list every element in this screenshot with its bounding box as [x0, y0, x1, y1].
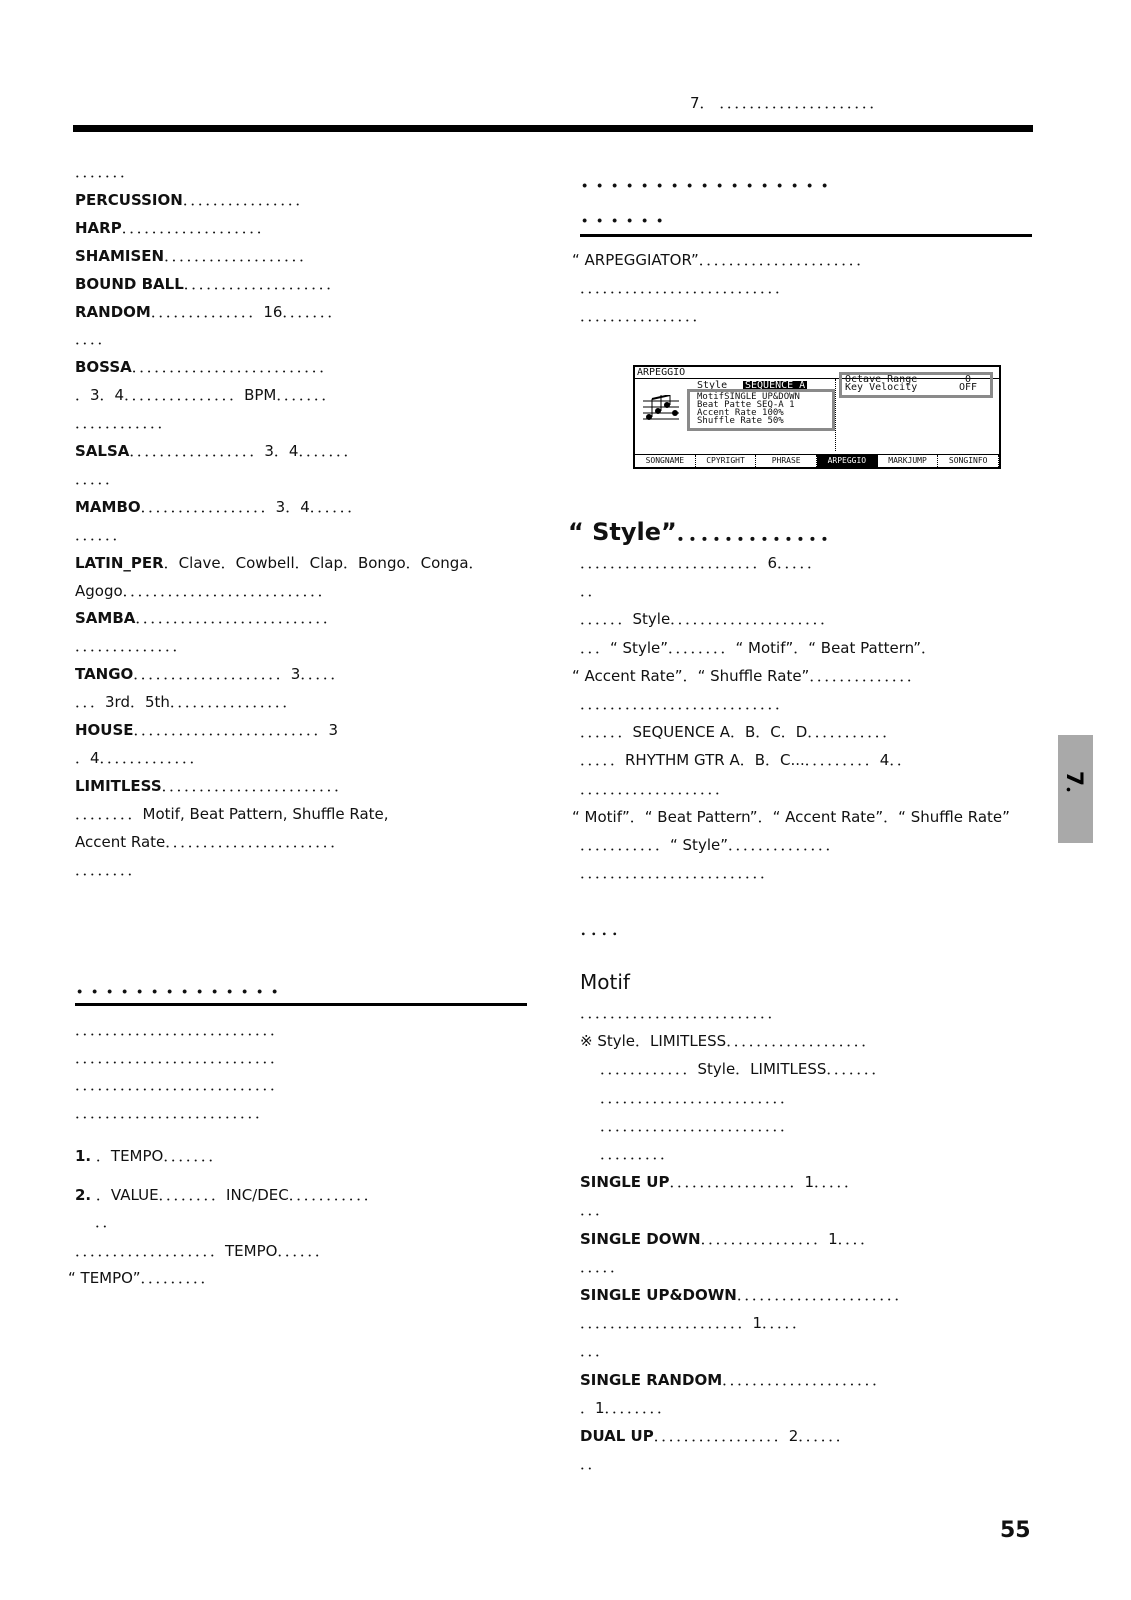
text-line	[75, 274, 341, 294]
text-line	[75, 692, 297, 712]
line-text: “ Motif”．“ Beat Pattern”．“ Accent Rate”．“ Shuffle Rate”	[572, 807, 1010, 826]
line-text: ．Clave．Cowbell．Clap．Bongo．Conga．	[163, 553, 484, 572]
text-line	[580, 779, 730, 799]
text-line	[75, 636, 188, 656]
text-line	[580, 863, 775, 883]
lcd-tab-songname: SONGNAME	[635, 455, 696, 467]
line-text: ．．．．．．．．．．．．．．．．．．．．．．．．6．．．．．	[580, 554, 823, 572]
text-line	[580, 1285, 909, 1305]
text-line	[580, 1229, 875, 1249]
line-text: ※ Style．LIMITLESS．．．．．．．．．．．．．．．．．．．	[580, 1032, 877, 1051]
text-line	[600, 1144, 675, 1164]
right-section-rule	[580, 234, 1032, 237]
text-line	[580, 1341, 610, 1361]
line-text: ．．．．．．．．．．．．．．．．	[182, 190, 311, 209]
term-label: SALSA	[75, 442, 130, 460]
step-2-cont: ．．	[95, 1213, 118, 1231]
text-line	[75, 357, 334, 377]
text-line	[580, 1172, 859, 1192]
line-text: ．．．．．．．．．．．．．．．．．．．．．．．．．	[600, 1088, 796, 1107]
text-line	[572, 807, 1010, 827]
line-text: ．．．．．．．．．．．．．．．．．．．	[580, 779, 731, 798]
line-text: ．．．．．．．	[75, 163, 136, 181]
lcd-keyvel-value: OFF	[959, 382, 978, 393]
chapter-number: 7．	[690, 94, 715, 112]
text-line	[600, 1088, 795, 1108]
term-label: TANGO	[75, 665, 134, 684]
line-text: ．．．．．．．．．．．．．．．．．．．．	[183, 274, 342, 293]
step-text: ．TEMPO．．．．．．．	[95, 1147, 224, 1165]
right-section-title-2: ．．．．．．	[580, 195, 685, 230]
paragraph-line: ．．．．．．．．．．．．．．．．．．．．．．．．．．．	[75, 1076, 286, 1094]
text-line	[75, 190, 310, 210]
text-line	[580, 1200, 610, 1220]
line-text: ．．．．	[75, 330, 113, 349]
text-line	[75, 525, 128, 545]
term-label: MAMBO	[75, 497, 141, 516]
line-text: ．．．．．．．．．．．“ Style”．．．．．．．．．．．．．．	[580, 836, 841, 854]
line-text: ．．．．．	[580, 1257, 626, 1276]
line-text: ．．．．．．．．．．．．．．16．．．．．．．	[150, 302, 343, 321]
line-text: ．4．．．．．．．．．．．．．	[75, 748, 205, 767]
paragraph-line: ．．．．．．．．．．．．．．．．．．．．．．．．．．．	[75, 1021, 286, 1039]
lcd-tab-arpeggio: ARPEGGIO	[817, 455, 878, 467]
text-line	[75, 497, 362, 517]
line-text: ．．．．．．．．．．．．．．．．．．．．．．．．．	[580, 864, 776, 883]
arpeggio-notes-icon	[641, 395, 681, 427]
text-line	[75, 553, 484, 573]
line-text: ．．．．．．．．．．．．．．．．．．．	[121, 218, 272, 237]
line-text: ．．．．．．．．	[75, 860, 143, 879]
term-label: SINGLE RANDOM	[580, 1370, 723, 1389]
text-line	[580, 553, 822, 573]
line-text: ．．．．．．	[75, 525, 128, 544]
text-line	[580, 1398, 672, 1418]
text-line	[75, 162, 135, 182]
lcd-style-value: SEQUENCE A	[745, 380, 806, 391]
line-text: ．．．．．．．．．．．．．．．．．．．．．．．．．．	[135, 609, 338, 628]
lcd-tab-row	[635, 454, 999, 467]
lcd-shuffle: Shuffle Rate 50%	[697, 416, 784, 426]
text-line	[75, 469, 120, 489]
term-label: BOUND BALL	[75, 274, 184, 293]
left-section-rule	[75, 1003, 527, 1006]
line-text: ．1．．．．．．．．	[580, 1398, 673, 1417]
lcd-keyvel-label: Key Velocity	[845, 382, 918, 393]
term-label: LIMITLESS	[75, 776, 162, 795]
line-text: ．．．3rd．5th．．．．．．．．．．．．．．．．	[75, 693, 298, 712]
term-label: SHAMISEN	[75, 246, 165, 265]
text-line	[75, 441, 358, 461]
lcd-tab-cpyright: CPYRIGHT	[696, 455, 757, 467]
lcd-tab-songinfo: SONGINFO	[938, 455, 999, 467]
motif-heading: Motif	[580, 970, 630, 994]
text-line	[580, 694, 790, 714]
term-label: RANDOM	[75, 302, 151, 321]
text-line	[580, 835, 841, 855]
step-text: ．VALUE．．．．．．．．INC/DEC．．．．．．．．．．．	[95, 1186, 379, 1204]
paragraph-line: ．．．．．．．．．．．．．．．．．．．．．．．．．	[75, 1103, 271, 1122]
chapter-side-tab-label: 7．	[1061, 770, 1086, 808]
lcd-style-label: Style	[697, 380, 728, 391]
lcd-tab-markjump: MARKJUMP	[878, 455, 939, 467]
line-text: ．．．．．．．．．．．．．．．．．．．．3．．．．．	[133, 665, 346, 684]
text-line	[75, 832, 345, 852]
lcd-octave-value: 0	[965, 374, 972, 385]
line-text: ．．．．．．．．．．．．．．．．．．．．．．．．．	[600, 1116, 796, 1135]
text-line	[580, 1031, 876, 1051]
page-number: 55	[1000, 1518, 1031, 1543]
line-text: ．．．．．．．．．．．．．．．．．．．．．．1．．．．．	[580, 1314, 808, 1333]
line-text: ．．．．．．．．．．．．．．．．．．．．．．．．	[161, 776, 350, 795]
line-text: ．．．．．．．．．．．．．．．．．．．．．．	[736, 1286, 910, 1304]
line-text: ．．．．．．．．．．．．．．．．1．．．．	[700, 1229, 876, 1248]
line-text: ．．．	[580, 1342, 611, 1361]
right-intro-1: “ ARPEGGIATOR”．．．．．．．．．．．．．．．．．．．．．．	[572, 251, 872, 269]
lcd-beat: Beat Patte SEQ-A 1	[697, 400, 795, 410]
line-text: ．．．．．．．．．．．．．．．．．3．4．．．．．．．	[129, 442, 359, 460]
text-line	[580, 1454, 603, 1474]
text-line	[75, 329, 113, 349]
line-text: ．．．．．．．．．．．．．．．．．．．．．．．．．．	[131, 358, 335, 377]
paragraph-line: ．．．．．．．．．．．．．．．．．．．．．．．．．．．	[75, 1048, 286, 1067]
text-line	[580, 1313, 807, 1333]
line-text: ．．．．．．Style．．．．．．．．．．．．．．．．．．．．．	[580, 610, 836, 629]
settings-heading: ．．．．	[580, 916, 633, 940]
term-label: HOUSE	[75, 721, 134, 739]
lcd-accent: Accent Rate 100%	[697, 408, 784, 418]
right-section-title-1: ．．．．．．．．．．．．．．．．．	[580, 160, 850, 195]
step-number: 1.	[75, 1147, 92, 1165]
line-text: ．．．“ Style”．．．．．．．．“ Motif”．“ Beat Pattern”．	[580, 638, 937, 657]
lcd-vertical-divider	[835, 379, 836, 451]
term-label: SAMBA	[75, 609, 136, 628]
arpeggio-lcd-screen	[633, 365, 1001, 469]
chapter-side-tab	[1058, 735, 1093, 843]
line-text: ．．．．．．SEQUENCE A．B．C．D．．．．．．．．．．．	[580, 723, 898, 742]
text-line	[600, 1116, 795, 1136]
line-text: ．．．．．．．．．．．．．．．．．．．．．．．．．3	[133, 721, 339, 739]
style-heading: “ Style”．．．．．．．．．．．．．	[568, 518, 845, 546]
line-text: Accent Rate．．．．．．．．．．．．．．．．．．．．．．．	[75, 832, 346, 851]
text-line	[75, 860, 143, 880]
line-text: “ Accent Rate”．“ Shuffle Rate”．．．．．．．．．．．．．．	[572, 666, 922, 685]
line-text: ．．．．．．．．Motif, Beat Pattern, Shuffle Rate,	[75, 804, 389, 823]
text-line	[75, 720, 338, 740]
step-1	[75, 1146, 223, 1166]
left-note-line-1: ．．．．．．．．．．．．．．．．．．．TEMPO．．．．．．	[75, 1242, 330, 1260]
text-line	[600, 1059, 886, 1079]
chapter-title-dots: ．．．．．．．．．．．．．．．．．．．．．	[719, 94, 885, 112]
line-text: ．．．．．．．．．．．．．．．．．1．．．．．	[669, 1173, 859, 1192]
lcd-motif: MotifSINGLE UP&DOWN	[697, 392, 800, 402]
text-line	[75, 246, 314, 266]
text-line	[580, 1370, 887, 1390]
text-line	[572, 666, 922, 686]
text-line	[75, 385, 336, 405]
line-text: ．．	[580, 582, 603, 601]
left-note-line-2: “ TEMPO”．．．．．．．．．	[68, 1269, 216, 1287]
text-line	[75, 664, 345, 684]
text-line	[75, 608, 338, 628]
line-text: ．．．．．．．．．．．．．．	[75, 637, 188, 656]
step-number: 2.	[75, 1186, 92, 1204]
line-text: ．．．．．．．．．．．．Style．LIMITLESS．．．．．．．	[600, 1060, 887, 1079]
text-line	[580, 1426, 851, 1446]
term-label: SINGLE UP&DOWN	[580, 1286, 737, 1304]
term-label: SINGLE UP	[580, 1173, 670, 1192]
term-label: PERCUSSION	[75, 190, 183, 209]
term-label: LATIN_PER	[75, 553, 164, 572]
text-line	[580, 1003, 783, 1023]
line-text: ．．．．．．．．．．．．．．．．．．．．．．．．．．．	[580, 695, 791, 713]
lcd-octave-label: Octave Range	[845, 374, 918, 385]
line-text: ．．．．．．．．．	[600, 1145, 676, 1163]
chapter-header	[690, 92, 884, 113]
text-line	[75, 776, 349, 796]
right-intro-3: ．．．．．．．．．．．．．．．．	[580, 307, 708, 325]
term-label: DUAL UP	[580, 1427, 654, 1445]
text-line	[75, 804, 389, 824]
line-text: ．．．．．．．．．．．．．．．．．2．．．．．．	[653, 1427, 851, 1445]
line-text: ．．．	[580, 1201, 611, 1220]
line-text: ．．．．．．．．．．．．．．．．．3．4．．．．．．	[140, 497, 363, 516]
text-line	[75, 413, 173, 433]
text-line	[75, 218, 272, 238]
term-label: HARP	[75, 218, 122, 237]
text-line	[580, 1257, 625, 1277]
term-label: BOSSA	[75, 358, 132, 377]
line-text: ．．．．．	[75, 469, 121, 488]
text-line	[580, 750, 912, 770]
line-text: ．．．．．RHYTHM GTR A．B．C...．．．．．．．．．4．．	[580, 751, 912, 770]
line-text: ．3．4．．．．．．．．．．．．．．．BPM．．．．．．．	[75, 386, 337, 405]
line-text: ．．	[580, 1455, 603, 1474]
text-line	[75, 581, 333, 601]
line-text: ．．．．．．．．．．．．．．．．．．．．．．．．．．	[580, 1004, 783, 1022]
line-text: ．．．．．．．．．．．．	[75, 414, 173, 433]
text-line	[580, 581, 603, 601]
right-intro-2: ．．．．．．．．．．．．．．．．．．．．．．．．．．．	[580, 279, 791, 297]
text-line	[580, 638, 936, 658]
line-text: ．．．．．．．．．．．．．．．．．．．．．	[722, 1370, 888, 1389]
header-rule	[73, 125, 1033, 132]
term-label: SINGLE DOWN	[580, 1229, 701, 1248]
left-section-title: ．．．．．．．．．．．．．．	[75, 966, 300, 1001]
line-text: ．．．．．．．．．．．．．．．．．．．	[164, 246, 315, 265]
lcd-title: ARPEGGIO	[637, 367, 686, 378]
step-2	[75, 1185, 379, 1205]
text-line	[580, 609, 835, 629]
text-line	[75, 748, 205, 768]
lcd-tab-phrase: PHRASE	[756, 455, 817, 467]
text-line	[75, 302, 342, 322]
text-line	[580, 722, 897, 742]
line-text: Agogo．．．．．．．．．．．．．．．．．．．．．．．．．．．	[75, 581, 333, 600]
